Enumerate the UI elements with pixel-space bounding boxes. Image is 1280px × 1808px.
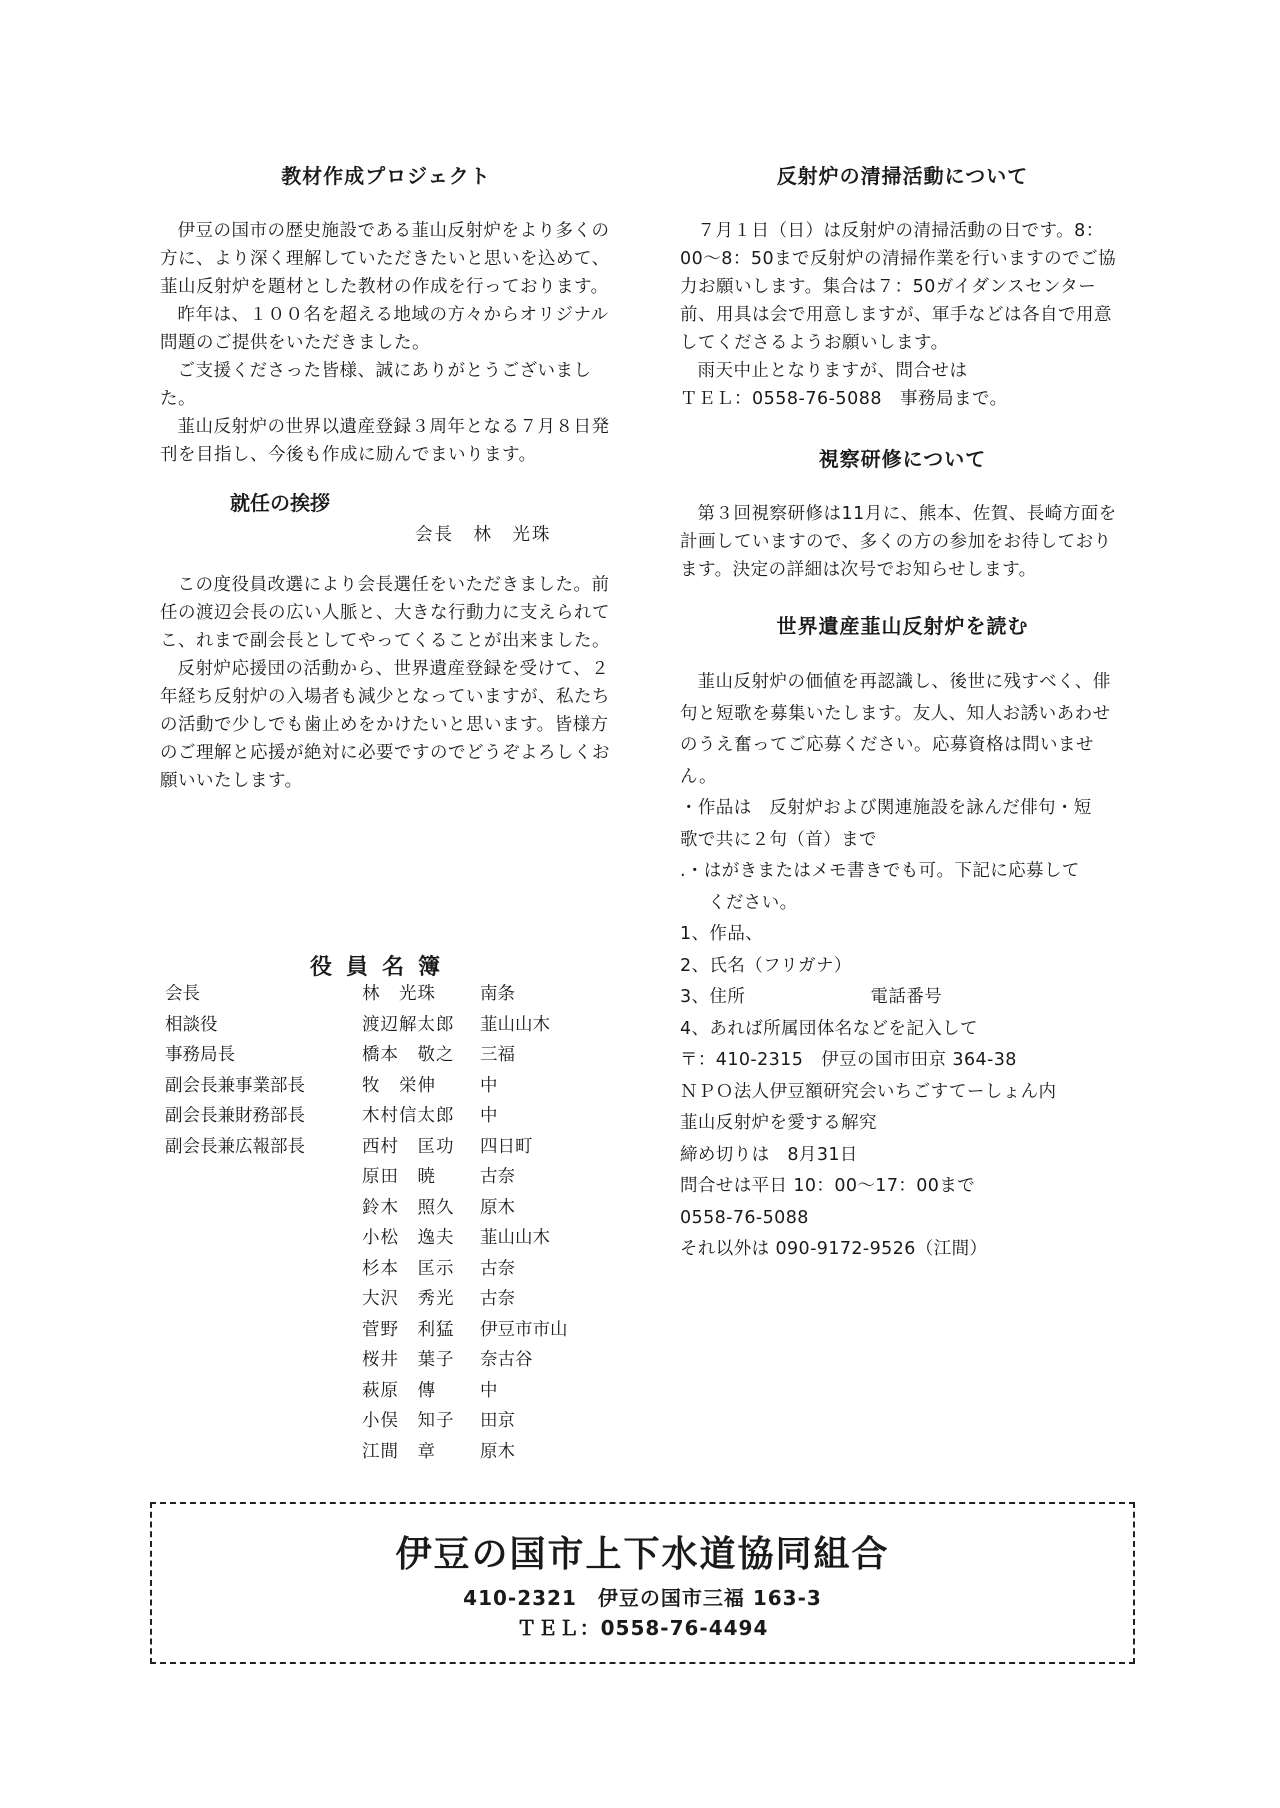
roster-area: 南条	[480, 984, 515, 1004]
roster-area: 古奈	[480, 1289, 515, 1309]
roster-area: 中	[480, 1380, 498, 1401]
roster-name: 桜井 葉子	[362, 1350, 455, 1370]
roster-role: 事務局長	[165, 1045, 235, 1065]
roster-area: 古奈	[480, 1258, 515, 1279]
roster-area: 原木	[480, 1441, 515, 1462]
haiku-heading: 世界遺産韮山反射炉を読む	[776, 614, 1029, 638]
footer-phone: ＴＥＬ：0558-76-4494	[516, 1616, 769, 1640]
project-paragraph: ご支援くださった皆様、誠にありがとうございました。	[160, 361, 592, 409]
roster-row	[165, 1102, 605, 1133]
roster-name: 小俣 知子	[362, 1411, 455, 1431]
roster-role: 副会長兼事業部長	[165, 1075, 305, 1096]
roster-role: 会長	[165, 984, 200, 1004]
entry-line: 締め切りは 8月31日	[680, 1144, 858, 1165]
project-heading: 教材作成プロジェクト	[281, 164, 491, 188]
roster-area: 古奈	[480, 1167, 515, 1187]
roster-name: 牧 栄伸	[362, 1075, 436, 1096]
entry-line: 3、住所 電話番号	[680, 987, 943, 1007]
roster-row	[165, 1255, 605, 1286]
greeting-body	[160, 571, 612, 795]
roster-area: 奈古谷	[480, 1350, 533, 1370]
roster-name: 渡辺解太郎	[362, 1014, 455, 1035]
roster-row	[165, 1133, 605, 1164]
roster-area: 中	[480, 1075, 498, 1096]
entry-line: ＮＰＯ法人伊豆額研究会いちごすてーしょん内	[680, 1081, 1057, 1102]
project-paragraph: 韮山反射炉の世界以遺産登録３周年となる７月８日発刊を目指し、今後も作成に励んでまいります。	[160, 417, 610, 465]
entry-line: 0558-76-5088	[680, 1207, 809, 1228]
footer-address: 410-2321 伊豆の国市三福 163-3	[463, 1586, 822, 1610]
roster-area: 四日町	[480, 1136, 533, 1157]
entry-line: 歌で共に２句（首）まで	[680, 829, 877, 850]
entry-line: .・はがきまたはメモ書きでも可。下記に応募して	[680, 861, 1080, 881]
roster-area: 韮山山木	[480, 1228, 550, 1248]
roster-area: 三福	[480, 1045, 515, 1065]
roster-row	[165, 1346, 605, 1377]
roster-row	[165, 1224, 605, 1255]
roster-name: 橋本 敬之	[362, 1045, 455, 1065]
footer-company-name: 伊豆の国市上下水道協同組合	[395, 1534, 890, 1575]
greeting-paragraph: この度役員改選により会長選任をいただきました。前任の渡辺会長の広い人脈と、大きな行動力に支えられてこ、れまで副会長としてやってくることが出来ました。	[160, 575, 610, 651]
cleaning-paragraph: ７月１日（日）は反射炉の清掃活動の日です。8：00～8：50まで反射炉の清掃作業を行いますのでご協力お願いします。集合は７：50ガイダンスセンター前、用具は会で用意しますが、軍手などは各自で用意してくださるようお願いします。	[680, 221, 1117, 353]
roster-row	[165, 1072, 605, 1103]
roster-row	[165, 1438, 605, 1469]
roster-row	[165, 1407, 605, 1438]
roster-role: 副会長兼広報部長	[165, 1136, 305, 1157]
roster-name: 小松 逸夫	[362, 1228, 455, 1248]
roster-name: 菅野 利猛	[362, 1319, 455, 1340]
cleaning-section	[680, 160, 1125, 413]
roster-name: 江間 章	[362, 1441, 436, 1462]
roster-row	[165, 1041, 605, 1072]
left-column	[160, 160, 612, 813]
roster-area: 原木	[480, 1197, 515, 1218]
cleaning-paragraph: 雨天中止となりますが、問合せは	[697, 361, 968, 381]
roster-row	[165, 1011, 605, 1042]
haiku-section	[680, 610, 1125, 1266]
entry-line: ください。	[708, 892, 798, 913]
greeting-signature: 会長 林 光珠	[415, 525, 552, 545]
greeting-section	[160, 487, 612, 795]
roster-name: 杉本 匡示	[362, 1258, 455, 1279]
roster-row	[165, 1377, 605, 1408]
roster-role: 副会長兼財務部長	[165, 1106, 305, 1126]
entry-line: 1、作品、	[680, 924, 764, 944]
cleaning-heading: 反射炉の清掃活動について	[776, 164, 1029, 188]
roster-heading: 役員名簿	[310, 955, 455, 980]
entry-line: 〒：410-2315 伊豆の国市田京 364-38	[680, 1050, 1017, 1070]
entry-line: 問合せは平日 10：00～17：00まで	[680, 1176, 976, 1196]
greeting-header	[160, 487, 612, 547]
entry-line: ・作品は 反射炉および関連施設を詠んだ俳句・短	[680, 798, 1092, 818]
footer-advertisement	[150, 1502, 1135, 1664]
study-section	[680, 443, 1125, 584]
study-heading: 視察研修について	[818, 447, 987, 471]
roster-role: 相談役	[165, 1014, 218, 1035]
haiku-paragraph: 韮山反射炉の価値を再認識し、後世に残すべく、俳句と短歌を募集いたします。友人、知人お誘いあわせのうえ奮ってご応募ください。応募資格は問いません。	[680, 672, 1111, 787]
project-paragraph: 伊豆の国市の歴史施設である韮山反射炉をより多くの方に、より深く理解していただきたいと思いを込めて、韮山反射炉を題材とした教材の作成を行っております。	[160, 221, 610, 297]
roster-name: 木村信太郎	[362, 1106, 455, 1126]
entry-line: それ以外は 090-9172-9526（江間）	[680, 1239, 988, 1259]
officer-roster	[165, 980, 605, 1468]
study-paragraph: 第３回視察研修は11月に、熊本、佐賀、長崎方面を計画していますので、多くの方の参加をお待しております。決定の詳細は次号でお知らせします。	[680, 504, 1117, 580]
roster-row	[165, 1285, 605, 1316]
entry-line: 4、あれば所属団体名などを記入して	[680, 1018, 978, 1039]
greeting-paragraph: 反射炉応援団の活動から、世界遺産登録を受けて、２年経ち反射炉の入場者も減少となっていますが、私たちの活動で少しでも歯止めをかけたいと思います。皆様方のご理解と応援が絶対に必要ですのでどうぞよろしくお願いいたします。	[160, 659, 610, 791]
roster-name: 原田 暁	[362, 1167, 436, 1187]
entry-line: 韮山反射炉を愛する解究	[680, 1113, 877, 1133]
roster-row	[165, 1316, 605, 1347]
roster-row	[165, 980, 605, 1011]
roster-name: 鈴木 照久	[362, 1197, 455, 1218]
roster-name: 林 光珠	[362, 984, 436, 1004]
roster-area: 伊豆市市山	[480, 1319, 568, 1340]
entry-line: 2、氏名（フリガナ）	[680, 955, 852, 976]
roster-row	[165, 1194, 605, 1225]
right-column	[680, 160, 1125, 1284]
roster-name: 大沢 秀光	[362, 1289, 455, 1309]
roster-name: 萩原 傳	[362, 1380, 436, 1401]
roster-area: 韮山山木	[480, 1014, 550, 1035]
project-paragraph: 昨年は、１００名を超える地域の方々からオリジナル問題のご提供をいただきました。	[160, 305, 609, 353]
cleaning-contact: ＴＥＬ：0558-76-5088 事務局まで。	[680, 389, 1008, 409]
roster-area: 中	[480, 1106, 498, 1126]
roster-name: 西村 匡功	[362, 1136, 455, 1157]
project-section	[160, 160, 612, 469]
roster-row	[165, 1163, 605, 1194]
haiku-entry-details	[680, 793, 1125, 1266]
roster-area: 田京	[480, 1411, 515, 1431]
greeting-heading: 就任の挨拶	[230, 491, 330, 515]
